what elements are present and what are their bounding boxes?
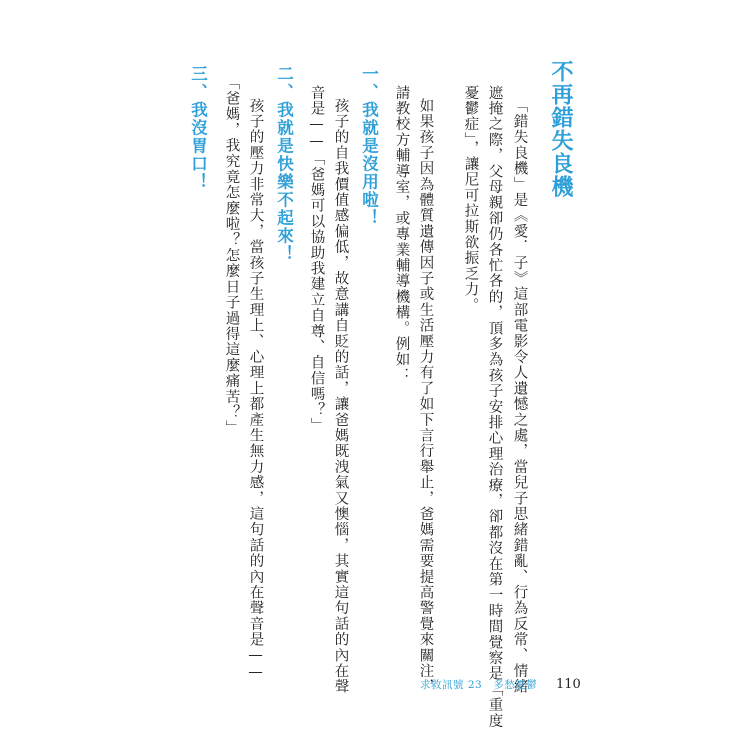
footer-book-title: 求救訊號 23 多愁憂鬱 [420, 679, 538, 691]
paragraph-2-line-1: 如果孩子因為體質遺傳因子或生活壓力有了如下言行舉止，爸媽需要提高警覺來關注， [417, 98, 434, 695]
paragraph-1-line-3: 憂鬱症」，讓尼可拉斯欲振乏力。 [462, 85, 479, 314]
paragraph-1-line-1: 「錯失良機」是《愛．子》這部電影令人遺憾之處，當兒子思緒錯亂、行為反常、情緒 [511, 98, 528, 695]
paragraph-2-line-2: 請教校方輔導室，或專業輔導機構。例如： [393, 85, 410, 384]
page-number: 110 [556, 677, 581, 692]
section-title: 不再錯失良機 [548, 60, 573, 198]
item-2-heading: 二、我就是快樂不起來！ [274, 65, 294, 263]
item-3-heading: 三、我沒胃口！ [188, 65, 208, 191]
item-1-line-2: 音是——「爸媽可以協助我建立自尊、自信嗎？」 [308, 85, 325, 434]
paragraph-1-line-2: 遮掩之際，父母親卻仍各忙各的，頂多為孩子安排心理治療，卻都沒在第一時間覺察是「重度 [486, 85, 503, 729]
item-2-line-1: 孩子的壓力非常大，當孩子生理上、心理上都產生無力感，這句話的內在聲音是—— [247, 98, 264, 682]
item-1-line-1: 孩子的自我價值感偏低，故意講自貶的話，讓爸媽既洩氣又懊惱，其實這句話的內在聲 [332, 98, 349, 695]
item-2-line-2: 「爸媽，我究竟怎麼啦？怎麼日子過得這麼痛苦？」 [223, 75, 240, 437]
item-1-heading: 一、我就是沒用啦！ [359, 65, 379, 227]
